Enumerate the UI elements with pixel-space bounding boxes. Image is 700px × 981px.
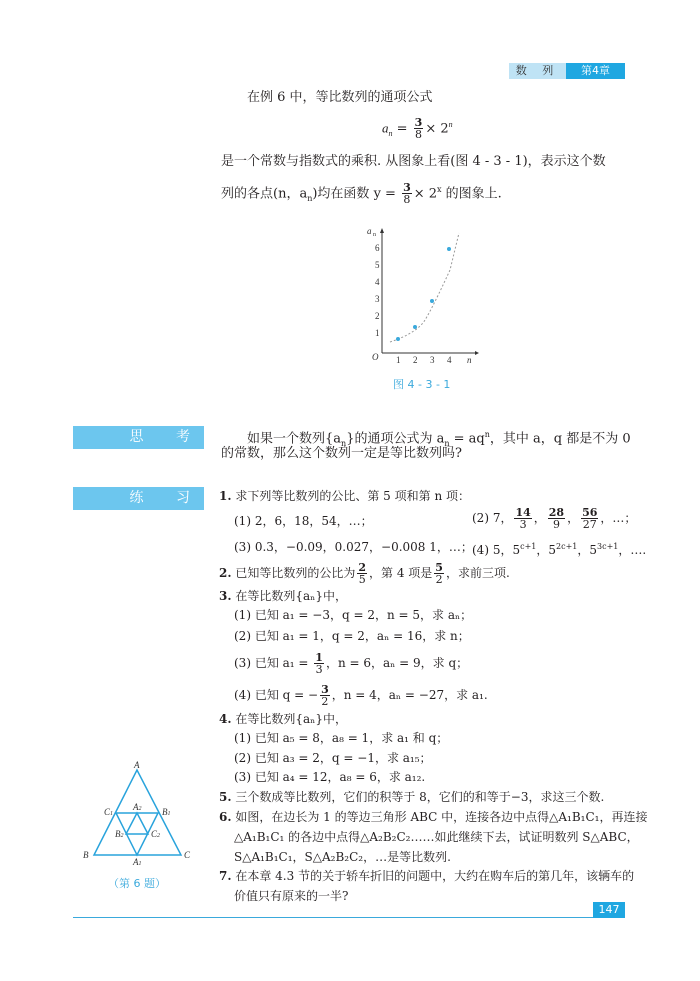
footer-rule — [73, 917, 615, 918]
svg-text:4: 4 — [447, 355, 452, 365]
page-number: 147 — [593, 902, 625, 918]
q4-p2: (2) 已知 a₃ = 2，q = −1，求 a₁₅； — [234, 751, 432, 765]
q1-p4: (4) 5，$5^{c+1}$，$5^{2c+1}$，$5^{3c+1}$，…. — [472, 542, 647, 557]
think-line2: 的常数，那么这个数列一定是等比数列吗? — [221, 446, 462, 461]
q5: 5. 三个数成等比数列，它们的积等于 8，它们的和等于−3，求这三个数. — [219, 790, 605, 804]
q4-p3: (3) 已知 a₄ = 12，a₈ = 6，求 a₁₂. — [234, 770, 426, 784]
svg-text:5: 5 — [375, 260, 380, 270]
svg-text:4: 4 — [375, 277, 380, 287]
think-line1: 如果一个数列$\{a_n\}$的通项公式为 $a_n = aq^n$，其中 a，q 都是不为 0 — [247, 430, 631, 448]
svg-text:B: B — [83, 850, 89, 860]
svg-text:B2: B2 — [115, 829, 124, 839]
svg-text:C1: C1 — [104, 807, 114, 817]
q7: 7. 在本章 4.3 节的关于轿车折旧的问题中，大约在购车后的第几年，该辆车的 — [219, 869, 635, 883]
svg-text:A2: A2 — [133, 802, 142, 812]
q6-l2: △A₁B₁C₁ 的各边中点得△A₂B₂C₂……如此继续下去，试证明数列 S△ABC， — [234, 830, 639, 844]
svg-text:3: 3 — [375, 294, 380, 304]
header-section: 数 列 — [509, 63, 566, 79]
q1-p2: (2) 7， $\frac{14}{3}$ ， $\frac{28}{9}$ ， $\frac{56}{27}$ ，…； — [472, 506, 637, 531]
svg-text:B1: B1 — [162, 807, 171, 817]
q1: 1. 求下列等比数列的公比、第 5 项和第 n 项： — [219, 489, 470, 503]
svg-text:2: 2 — [413, 355, 418, 365]
svg-text:3: 3 — [430, 355, 435, 365]
svg-text:n: n — [373, 232, 376, 238]
svg-text:O: O — [372, 352, 379, 362]
svg-text:A: A — [134, 760, 140, 770]
svg-text:2: 2 — [375, 311, 380, 321]
intro-line2: 是一个常数与指数式的乘积. 从图象上看(图 4 - 3 - 1)，表示这个数 — [221, 154, 606, 169]
svg-text:n: n — [467, 355, 472, 365]
formula: $a_n$ = $\frac{3}{8}$ × $2^n$ — [382, 116, 453, 142]
triangle-figure — [80, 760, 205, 870]
q3-p2: (2) 已知 a₁ = 1，q = 2，aₙ = 16，求 n； — [234, 629, 470, 643]
practice-tag: 练 习 — [73, 487, 204, 510]
svg-text:C2: C2 — [151, 829, 161, 839]
q7-l2: 价值只有原来的一半? — [234, 889, 349, 903]
q3-p4: (4) 已知 q = − $\frac{3}{2}$ ，n = 4，aₙ = −27，求 a₁. — [234, 683, 488, 708]
q4: 4. 在等比数列{aₙ}中， — [219, 712, 347, 726]
q1-p1: (1) 2，6，18，54，…； — [234, 514, 373, 528]
q6-l3: S△A₁B₁C₁，S△A₂B₂C₂，…是等比数列. — [234, 850, 451, 864]
svg-text:1: 1 — [375, 328, 380, 338]
q3-p3: (3) 已知 a₁ = $\frac{1}{3}$ ，n = 6，aₙ = 9，求 q； — [234, 651, 469, 676]
q3: 3. 在等比数列{aₙ}中， — [219, 589, 347, 603]
q4-p1: (1) 已知 a₅ = 8，a₈ = 1，求 a₁ 和 q； — [234, 731, 449, 745]
header-chapter: 第4章 — [566, 63, 625, 79]
svg-text:1: 1 — [396, 355, 401, 365]
graph-figure — [365, 225, 480, 365]
q2: 2. 已知等比数列的公比为 $\frac{2}{5}$ ，第 4 项是 $\frac{5}{2}$ ，求前三项. — [219, 561, 510, 586]
svg-text:C: C — [184, 850, 191, 860]
q3-p1: (1) 已知 a₁ = −3，q = 2，n = 5，求 aₙ； — [234, 608, 473, 622]
graph-caption: 图 4 - 3 - 1 — [393, 378, 451, 391]
svg-text:6: 6 — [375, 243, 380, 253]
svg-text:a: a — [367, 226, 372, 236]
q6: 6. 如图，在边长为 1 的等边三角形 ABC 中，连接各边中点得△A₁B₁C₁，再连接 — [219, 810, 648, 824]
q1-p3: (3) 0.3，−0.09，0.027，−0.008 1，…； — [234, 540, 473, 554]
think-tag: 思 考 — [73, 426, 204, 449]
figure6-caption: （第 6 题） — [108, 877, 166, 890]
intro-line1: 在例 6 中，等比数列的通项公式 — [247, 90, 433, 105]
intro-line3: 列的各点(n，$a_n$)均在函数 y = $\frac{3}{8}$ × $2^x$ 的图象上. — [221, 181, 502, 207]
svg-text:A1: A1 — [133, 857, 142, 867]
